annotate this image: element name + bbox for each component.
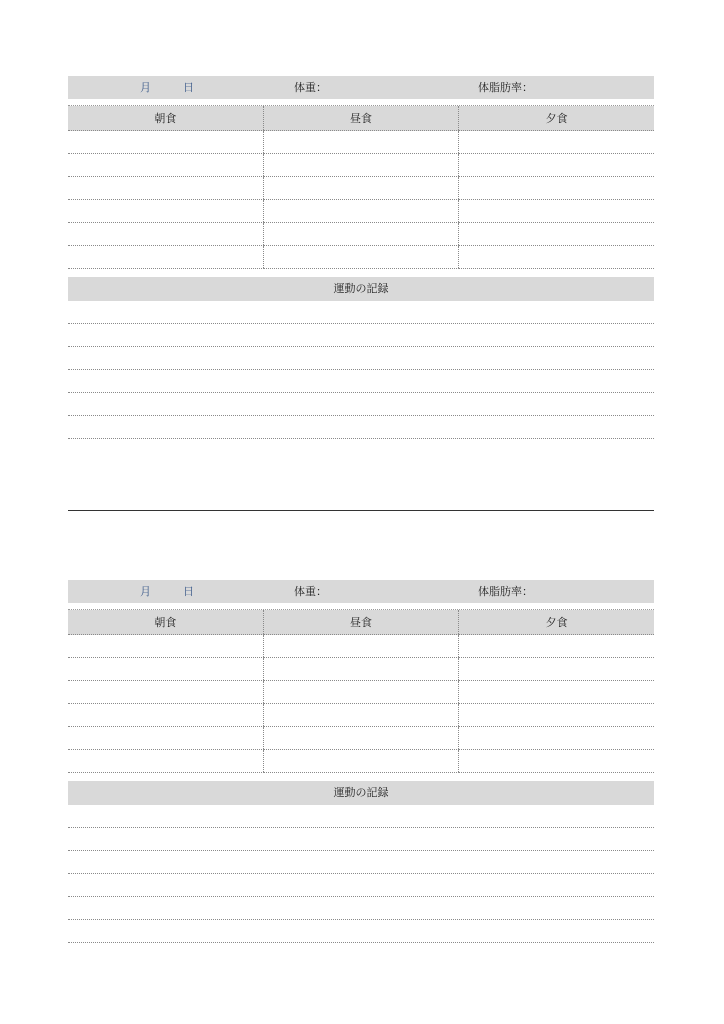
dinner-cell[interactable] (459, 177, 654, 200)
dinner-cell[interactable] (459, 223, 654, 246)
lunch-cell[interactable] (263, 635, 458, 658)
meal-row (68, 704, 654, 727)
dinner-cell[interactable] (459, 131, 654, 154)
meal-table (68, 106, 654, 269)
meal-row (68, 750, 654, 773)
meal-row (68, 200, 654, 223)
breakfast-cell[interactable] (68, 750, 263, 773)
exercise-line[interactable] (68, 874, 654, 897)
bodyfat-label: 体脂肪率： (478, 81, 533, 94)
dinner-header: 夕食 (459, 106, 654, 131)
dinner-cell[interactable] (459, 681, 654, 704)
exercise-line[interactable] (68, 805, 654, 828)
month-label: 月 (140, 81, 151, 94)
meal-row (68, 177, 654, 200)
exercise-line[interactable] (68, 851, 654, 874)
breakfast-header: 朝食 (68, 106, 263, 131)
meal-row (68, 154, 654, 177)
exercise-line[interactable] (68, 347, 654, 370)
meal-table (68, 610, 654, 773)
dinner-cell[interactable] (459, 750, 654, 773)
lunch-cell[interactable] (263, 200, 458, 223)
exercise-record-lines (68, 805, 654, 943)
dinner-cell[interactable] (459, 658, 654, 681)
meal-table-header-row (68, 106, 654, 131)
exercise-record-header: 運動の記録 (68, 277, 654, 301)
lunch-cell[interactable] (263, 131, 458, 154)
meal-row (68, 223, 654, 246)
breakfast-header: 朝食 (68, 610, 263, 635)
breakfast-cell[interactable] (68, 131, 263, 154)
lunch-header: 昼食 (263, 610, 458, 635)
breakfast-cell[interactable] (68, 246, 263, 269)
breakfast-cell[interactable] (68, 177, 263, 200)
exercise-line[interactable] (68, 416, 654, 439)
breakfast-cell[interactable] (68, 704, 263, 727)
header-separator (68, 603, 654, 610)
exercise-line[interactable] (68, 920, 654, 943)
dinner-cell[interactable] (459, 200, 654, 223)
breakfast-cell[interactable] (68, 154, 263, 177)
dinner-header: 夕食 (459, 610, 654, 635)
meal-row (68, 727, 654, 750)
lunch-header: 昼食 (263, 106, 458, 131)
breakfast-cell[interactable] (68, 223, 263, 246)
diary-sheet-top (68, 76, 654, 439)
breakfast-cell[interactable] (68, 727, 263, 750)
meal-row (68, 658, 654, 681)
day-label: 日 (183, 81, 194, 94)
lunch-cell[interactable] (263, 658, 458, 681)
dinner-cell[interactable] (459, 727, 654, 750)
lunch-cell[interactable] (263, 246, 458, 269)
header-separator (68, 99, 654, 106)
bodyfat-label: 体脂肪率： (478, 585, 533, 598)
lunch-cell[interactable] (263, 727, 458, 750)
lunch-cell[interactable] (263, 223, 458, 246)
date-weight-header (68, 580, 654, 603)
month-label: 月 (140, 585, 151, 598)
meal-row (68, 246, 654, 269)
breakfast-cell[interactable] (68, 200, 263, 223)
exercise-record-lines (68, 301, 654, 439)
dinner-cell[interactable] (459, 704, 654, 727)
breakfast-cell[interactable] (68, 635, 263, 658)
lunch-cell[interactable] (263, 177, 458, 200)
meal-table-header-row (68, 610, 654, 635)
exercise-record-header: 運動の記録 (68, 781, 654, 805)
breakfast-cell[interactable] (68, 658, 263, 681)
breakfast-cell[interactable] (68, 681, 263, 704)
lunch-cell[interactable] (263, 750, 458, 773)
exercise-line[interactable] (68, 897, 654, 920)
weight-label: 体重： (294, 585, 327, 598)
dinner-cell[interactable] (459, 154, 654, 177)
meal-row (68, 681, 654, 704)
exercise-line[interactable] (68, 324, 654, 347)
lunch-cell[interactable] (263, 154, 458, 177)
weight-label: 体重： (294, 81, 327, 94)
meal-row (68, 131, 654, 154)
diary-sheet-bottom (68, 580, 654, 943)
dinner-cell[interactable] (459, 246, 654, 269)
exercise-line[interactable] (68, 370, 654, 393)
dinner-cell[interactable] (459, 635, 654, 658)
exercise-line[interactable] (68, 828, 654, 851)
lunch-cell[interactable] (263, 681, 458, 704)
exercise-line[interactable] (68, 301, 654, 324)
date-weight-header (68, 76, 654, 99)
meal-row (68, 635, 654, 658)
exercise-line[interactable] (68, 393, 654, 416)
day-label: 日 (183, 585, 194, 598)
lunch-cell[interactable] (263, 704, 458, 727)
page-divider-line (68, 510, 654, 511)
